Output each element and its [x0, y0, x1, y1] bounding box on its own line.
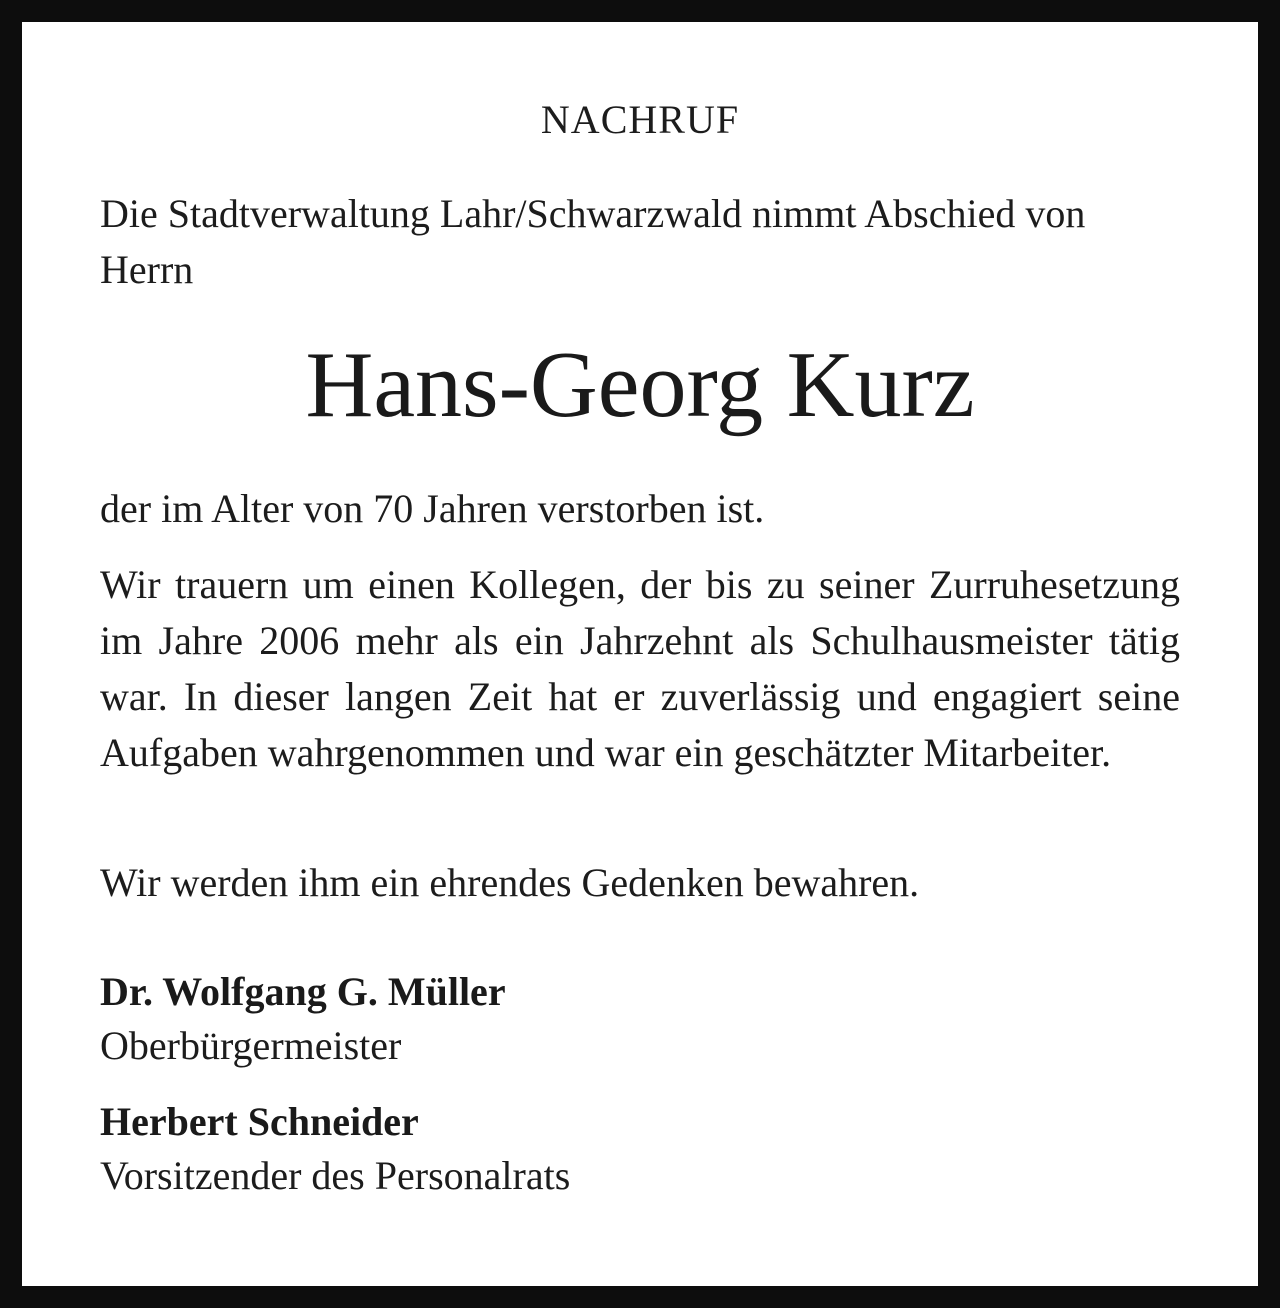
signatory-role-1: Oberbürgermeister	[100, 1023, 402, 1068]
age-line: der im Alter von 70 Jahren verstorben ist.	[100, 486, 765, 531]
closing-line: Wir werden ihm ein ehrendes Gedenken bewahren.	[100, 860, 920, 905]
signatory-name-1: Dr. Wolfgang G. Müller	[100, 969, 506, 1014]
deceased-name: Hans-Georg Kurz	[305, 333, 975, 437]
notice-heading: NACHRUF	[540, 97, 740, 142]
intro-text: Die Stadtverwaltung Lahr/Schwarzwald nimmt Abschied von Herrn	[100, 191, 1086, 292]
body-paragraph: Wir trauern um einen Kollegen, der bis zu seiner Zurruhesetzung im Jahre 2006 mehr als ein Jahrzehnt als Schulhausmeister tätig war. In dieser langen Zeit hat er zuverlässig und engagiert seine Aufgaben wahrgenommen und war ein geschätzter Mitarbeiter.	[100, 562, 1180, 775]
signatory-name-2: Herbert Schneider	[100, 1099, 419, 1144]
signatory-role-2: Vorsitzender des Personalrats	[100, 1153, 571, 1198]
